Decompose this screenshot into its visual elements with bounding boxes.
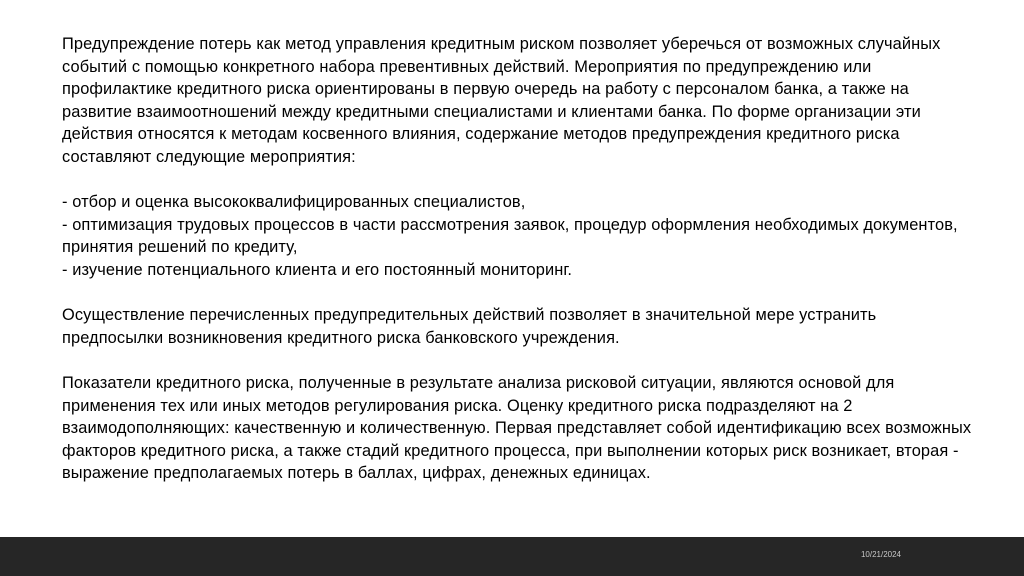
list-item: - изучение потенциального клиента и его постоянный мониторинг. (62, 260, 573, 279)
paragraph-loss-prevention: Предупреждение потерь как метод управления кредитным риском позволяет уберечься от возможных случайных событий с помощью конкретного набора превентивных действий. Мероприятия по предупреждению или профилактике кредитного риска ориентированы в первую очередь на работу с персоналом банка, а также на развитие взаимоотношений между кредитными специалистами и клиентами банка. По форме организации эти действия относятся к методам косвенного влияния, содержание методов предупреждения кредитного риска составляют следующие мероприятия: (62, 35, 941, 166)
footer-date: 10/21/2024 (860, 550, 901, 559)
list-item: - оптимизация трудовых процессов в части рассмотрения заявок, процедур оформления необходимых документов, принятия решений по кредиту, (62, 215, 958, 257)
slide-body (62, 33, 982, 507)
paragraph-risk-indicators: Показатели кредитного риска, полученные в результате анализа рисковой ситуации, являются основой для применения тех или иных методов регулирования риска. Оценку кредитного риска подразделяют на 2 взаимодополняющих: качественную и количественную. Первая представляет собой идентификацию всех возможных факторов кредитного риска, а также стадий кредитного процесса, при выполнении которых риск возникает, вторая - выражение предполагаемых потерь в баллах, цифрах, денежных единицах. (62, 373, 972, 483)
footer-bar (0, 537, 1024, 576)
measures-list (62, 191, 982, 281)
paragraph-implementation: Осуществление перечисленных предупредительных действий позволяет в значительной мере устранить предпосылки возникновения кредитного риска банковского учреждения. (62, 306, 877, 347)
list-item: - отбор и оценка высококвалифицированных специалистов, (62, 193, 526, 212)
